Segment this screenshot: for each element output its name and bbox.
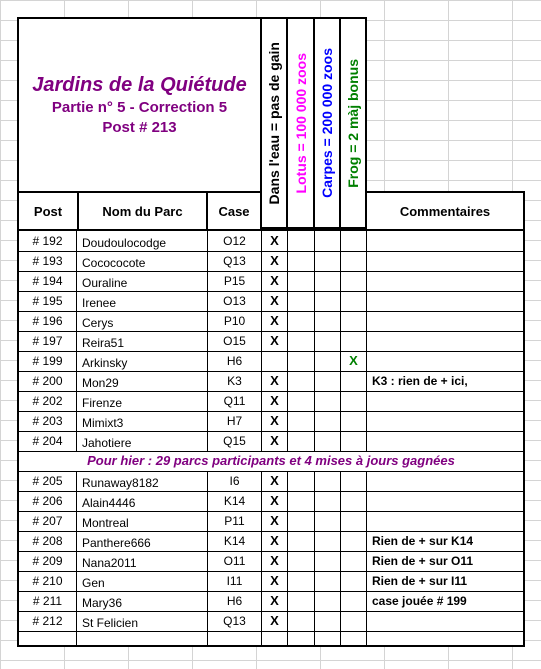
cell-frog: X bbox=[341, 351, 367, 371]
cell-park-name: Irenee bbox=[77, 291, 208, 311]
cell-park-name: Runaway8182 bbox=[77, 471, 208, 491]
cell-park-name: Cocococote bbox=[77, 251, 208, 271]
cell-carpes bbox=[315, 271, 341, 291]
cell-case: O12 bbox=[208, 231, 262, 251]
cell-carpes bbox=[315, 571, 341, 591]
cell-water: X bbox=[262, 251, 288, 271]
cell-lotus bbox=[288, 471, 315, 491]
cell-park-name: Reira51 bbox=[77, 331, 208, 351]
cell-post: # 210 bbox=[19, 571, 77, 591]
cell-frog bbox=[341, 331, 367, 351]
table-row bbox=[19, 271, 523, 292]
cell-lotus bbox=[288, 251, 315, 271]
cell-frog bbox=[341, 611, 367, 631]
cell-carpes bbox=[315, 371, 341, 391]
cell-lotus bbox=[288, 631, 315, 645]
cell-park-name: Firenze bbox=[77, 391, 208, 411]
data-table bbox=[17, 229, 525, 647]
cell-post: # 206 bbox=[19, 491, 77, 511]
cell-case bbox=[208, 631, 262, 645]
cell-water: X bbox=[262, 531, 288, 551]
cell-water: X bbox=[262, 371, 288, 391]
cell-frog bbox=[341, 551, 367, 571]
cell-comment bbox=[367, 511, 523, 531]
table-row bbox=[19, 351, 523, 372]
cell-comment bbox=[367, 311, 523, 331]
cell-water: X bbox=[262, 231, 288, 251]
header-water bbox=[260, 17, 288, 229]
cell-post: # 200 bbox=[19, 371, 77, 391]
cell-park-name: Jahotiere bbox=[77, 431, 208, 451]
cell-lotus bbox=[288, 391, 315, 411]
cell-post bbox=[19, 631, 77, 645]
cell-case: I6 bbox=[208, 471, 262, 491]
cell-case: H7 bbox=[208, 411, 262, 431]
cell-frog bbox=[341, 371, 367, 391]
cell-comment bbox=[367, 631, 523, 645]
cell-carpes bbox=[315, 391, 341, 411]
cell-comment bbox=[367, 491, 523, 511]
table-row bbox=[19, 591, 523, 612]
cell-carpes bbox=[315, 331, 341, 351]
cell-lotus bbox=[288, 611, 315, 631]
cell-lotus bbox=[288, 271, 315, 291]
cell-comment: Rien de + sur I11 bbox=[372, 574, 468, 588]
cell-comment: case jouée # 199 bbox=[372, 594, 467, 608]
cell-comment bbox=[367, 351, 523, 371]
table-row bbox=[19, 371, 523, 392]
cell-post: # 196 bbox=[19, 311, 77, 331]
cell-frog bbox=[341, 291, 367, 311]
cell-post: # 202 bbox=[19, 391, 77, 411]
header-case: Case bbox=[206, 191, 262, 231]
cell-lotus bbox=[288, 411, 315, 431]
cell-frog bbox=[341, 411, 367, 431]
cell-carpes bbox=[315, 311, 341, 331]
cell-comment bbox=[367, 611, 523, 631]
table-row bbox=[19, 291, 523, 312]
cell-frog bbox=[341, 531, 367, 551]
cell-comment bbox=[367, 471, 523, 491]
table-row bbox=[19, 511, 523, 532]
cell-park-name: Cerys bbox=[77, 311, 208, 331]
table-row bbox=[19, 531, 523, 552]
cell-comment bbox=[367, 411, 523, 431]
cell-carpes bbox=[315, 531, 341, 551]
header-carpes-label: Carpes = 200 000 zoos bbox=[319, 48, 335, 198]
cell-park-name: Gen bbox=[77, 571, 208, 591]
cell-lotus bbox=[288, 311, 315, 331]
cell-lotus bbox=[288, 431, 315, 451]
cell-comment bbox=[367, 271, 523, 291]
cell-comment: Rien de + sur O11 bbox=[372, 554, 474, 568]
cell-lotus bbox=[288, 591, 315, 611]
cell-water: X bbox=[262, 491, 288, 511]
table-row bbox=[19, 471, 523, 492]
header-lotus-label: Lotus = 100 000 zoos bbox=[292, 52, 309, 194]
cell-post: # 208 bbox=[19, 531, 77, 551]
cell-park-name: Mary36 bbox=[77, 591, 208, 611]
cell-comment bbox=[367, 231, 523, 251]
cell-frog bbox=[341, 591, 367, 611]
cell-park-name: Doudoulocodge bbox=[77, 231, 208, 251]
sheet-title: Jardins de la Quiétude bbox=[32, 74, 247, 96]
table-row bbox=[19, 331, 523, 352]
cell-carpes bbox=[315, 631, 341, 645]
title-block bbox=[17, 17, 262, 193]
cell-case: Q13 bbox=[208, 611, 262, 631]
cell-post: # 194 bbox=[19, 271, 77, 291]
cell-case: Q11 bbox=[208, 391, 262, 411]
sheet-subtitle: Partie n° 5 - Correction 5 bbox=[51, 99, 228, 116]
cell-frog bbox=[341, 511, 367, 531]
cell-lotus bbox=[288, 531, 315, 551]
table-row bbox=[19, 491, 523, 512]
cell-carpes bbox=[315, 431, 341, 451]
cell-park-name: Alain4446 bbox=[77, 491, 208, 511]
post-number: Post # 213 bbox=[102, 119, 177, 136]
cell-case: P11 bbox=[208, 511, 262, 531]
cell-frog bbox=[341, 391, 367, 411]
table-row bbox=[19, 311, 523, 332]
cell-frog bbox=[341, 251, 367, 271]
summary-banner: Pour hier : 29 parcs participants et 4 mises à jours gagnées bbox=[19, 451, 523, 472]
cell-frog bbox=[341, 571, 367, 591]
cell-carpes bbox=[315, 511, 341, 531]
cell-post: # 212 bbox=[19, 611, 77, 631]
cell-comment bbox=[367, 431, 523, 451]
cell-post: # 203 bbox=[19, 411, 77, 431]
cell-water: X bbox=[262, 591, 288, 611]
table-row bbox=[19, 431, 523, 452]
cell-carpes bbox=[315, 231, 341, 251]
cell-lotus bbox=[288, 571, 315, 591]
cell-carpes bbox=[315, 291, 341, 311]
cell-park-name: Nana2011 bbox=[77, 551, 208, 571]
cell-case: P10 bbox=[208, 311, 262, 331]
cell-park-name: Mon29 bbox=[77, 371, 208, 391]
cell-post: # 192 bbox=[19, 231, 77, 251]
table-row bbox=[19, 571, 523, 592]
cell-water: X bbox=[262, 331, 288, 351]
table-row bbox=[19, 551, 523, 572]
cell-lotus bbox=[288, 291, 315, 311]
cell-park-name: St Felicien bbox=[77, 611, 208, 631]
cell-comment: K3 : rien de + ici, bbox=[372, 374, 468, 388]
cell-carpes bbox=[315, 491, 341, 511]
header-lotus bbox=[286, 17, 315, 229]
cell-case: H6 bbox=[208, 351, 262, 371]
table-row bbox=[19, 411, 523, 432]
cell-comment bbox=[367, 251, 523, 271]
cell-comment bbox=[367, 331, 523, 351]
cell-water: X bbox=[262, 571, 288, 591]
cell-water: X bbox=[262, 311, 288, 331]
cell-lotus bbox=[288, 331, 315, 351]
cell-water: X bbox=[262, 511, 288, 531]
cell-park-name: Mimixt3 bbox=[77, 411, 208, 431]
cell-post: # 211 bbox=[19, 591, 77, 611]
cell-lotus bbox=[288, 351, 315, 371]
cell-carpes bbox=[315, 611, 341, 631]
cell-frog bbox=[341, 491, 367, 511]
cell-lotus bbox=[288, 371, 315, 391]
header-name: Nom du Parc bbox=[77, 191, 208, 231]
cell-case: Q15 bbox=[208, 431, 262, 451]
cell-park-name: Ouraline bbox=[77, 271, 208, 291]
cell-comment: Rien de + sur K14 bbox=[372, 534, 474, 548]
cell-water: X bbox=[262, 411, 288, 431]
cell-post: # 204 bbox=[19, 431, 77, 451]
table-row bbox=[19, 611, 523, 632]
cell-park-name: Panthere666 bbox=[77, 531, 208, 551]
cell-case: O15 bbox=[208, 331, 262, 351]
header-comments: Commentaires bbox=[365, 191, 525, 231]
cell-lotus bbox=[288, 231, 315, 251]
cell-post: # 193 bbox=[19, 251, 77, 271]
cell-water: X bbox=[262, 431, 288, 451]
cell-carpes bbox=[315, 351, 341, 371]
cell-frog bbox=[341, 431, 367, 451]
cell-case: K14 bbox=[208, 491, 262, 511]
cell-carpes bbox=[315, 471, 341, 491]
cell-park-name bbox=[77, 631, 208, 645]
cell-case: Q13 bbox=[208, 251, 262, 271]
cell-carpes bbox=[315, 551, 341, 571]
cell-frog bbox=[341, 271, 367, 291]
header-frog bbox=[339, 17, 367, 229]
cell-case: P15 bbox=[208, 271, 262, 291]
cell-post: # 207 bbox=[19, 511, 77, 531]
cell-case: K3 bbox=[208, 371, 262, 391]
cell-park-name: Arkinsky bbox=[77, 351, 208, 371]
cell-lotus bbox=[288, 551, 315, 571]
cell-water: X bbox=[262, 391, 288, 411]
cell-carpes bbox=[315, 591, 341, 611]
cell-frog bbox=[341, 631, 367, 645]
table-row bbox=[19, 391, 523, 412]
header-frog-label: Frog = 2 màj bonus bbox=[345, 58, 361, 188]
cell-case: O13 bbox=[208, 291, 262, 311]
cell-carpes bbox=[315, 411, 341, 431]
cell-frog bbox=[341, 311, 367, 331]
cell-water: X bbox=[262, 291, 288, 311]
cell-case: H6 bbox=[208, 591, 262, 611]
cell-post: # 195 bbox=[19, 291, 77, 311]
cell-water bbox=[262, 351, 288, 371]
cell-case: I11 bbox=[208, 571, 262, 591]
cell-carpes bbox=[315, 251, 341, 271]
cell-comment bbox=[367, 391, 523, 411]
cell-post: # 199 bbox=[19, 351, 77, 371]
table-row bbox=[19, 251, 523, 272]
header-carpes bbox=[313, 17, 341, 229]
table-row bbox=[19, 231, 523, 252]
cell-water: X bbox=[262, 271, 288, 291]
cell-lotus bbox=[288, 491, 315, 511]
cell-park-name: Montreal bbox=[77, 511, 208, 531]
cell-water: X bbox=[262, 471, 288, 491]
cell-frog bbox=[341, 231, 367, 251]
cell-comment bbox=[367, 291, 523, 311]
cell-post: # 197 bbox=[19, 331, 77, 351]
cell-post: # 205 bbox=[19, 471, 77, 491]
cell-water: X bbox=[262, 611, 288, 631]
cell-frog bbox=[341, 471, 367, 491]
cell-post: # 209 bbox=[19, 551, 77, 571]
cell-case: O11 bbox=[208, 551, 262, 571]
cell-case: K14 bbox=[208, 531, 262, 551]
header-post: Post bbox=[17, 191, 79, 231]
cell-lotus bbox=[288, 511, 315, 531]
table-row bbox=[19, 631, 523, 645]
header-water-label: Dans l'eau = pas de gain bbox=[266, 41, 282, 205]
cell-water: X bbox=[262, 551, 288, 571]
cell-water bbox=[262, 631, 288, 645]
